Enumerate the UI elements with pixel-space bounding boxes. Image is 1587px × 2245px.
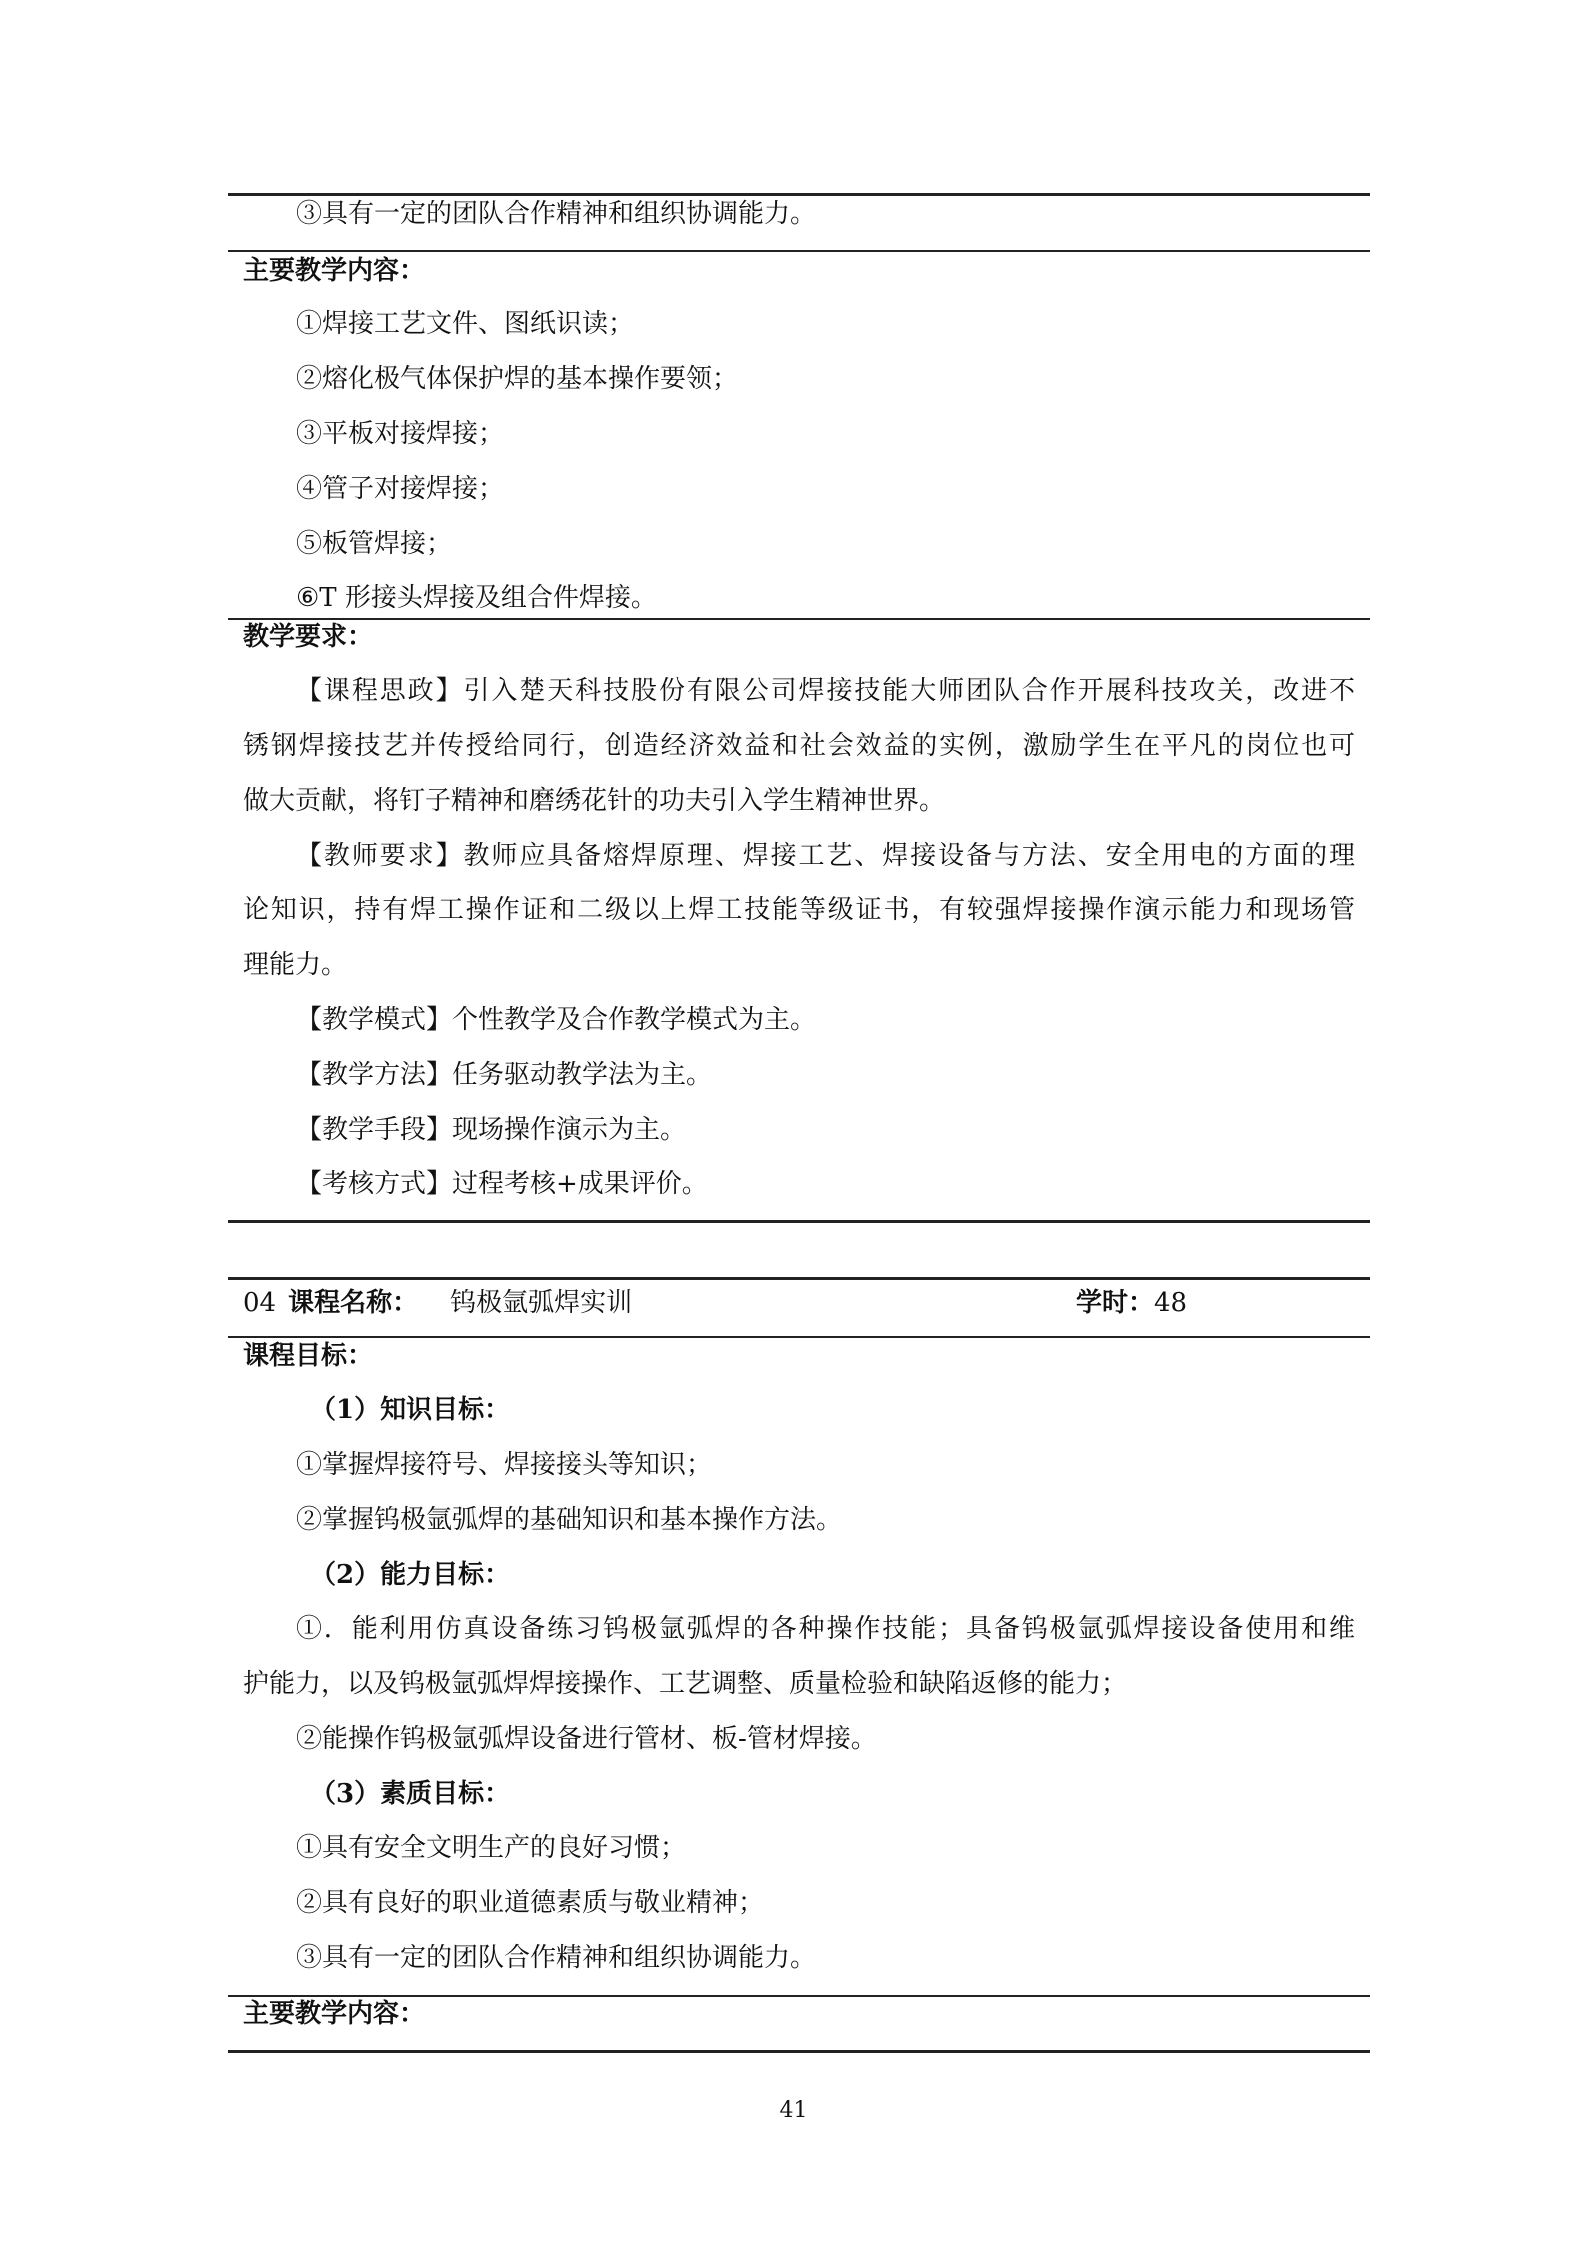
row-divider bbox=[228, 1336, 1370, 1338]
knowledge-item: ②掌握钨极氩弧焊的基础知识和基本操作方法。 bbox=[296, 1505, 843, 1535]
content-item: ③平板对接焊接； bbox=[296, 419, 505, 449]
content-item: ①焊接工艺文件、图纸识读； bbox=[296, 309, 635, 339]
quality-item: ③具有一定的团队合作精神和组织协调能力。 bbox=[296, 1943, 817, 1973]
ability-item: ②能操作钨极氩弧焊设备进行管材、板-管材焊接。 bbox=[296, 1724, 877, 1754]
course-number: 04 bbox=[243, 1288, 277, 1318]
table-bottom-rule bbox=[228, 1220, 1370, 1223]
quality-goal-team: ③具有一定的团队合作精神和组织协调能力。 bbox=[296, 199, 817, 229]
sizheng-paragraph-line: 锈钢焊接技艺并传授给同行，创造经济效益和社会效益的实例，激励学生在平凡的岗位也可 bbox=[243, 731, 1355, 761]
ability-item-line: ①．能利用仿真设备练习钨极氩弧焊的各种操作技能；具备钨极氩弧焊接设备使用和维 bbox=[296, 1614, 1355, 1644]
hours-label: 学时： bbox=[1076, 1288, 1155, 1318]
quality-item: ①具有安全文明生产的良好习惯； bbox=[296, 1833, 687, 1863]
page-number: 41 bbox=[779, 2098, 808, 2123]
sizheng-paragraph-line: 【课程思政】引入楚天科技股份有限公司焊接技能大师团队合作开展科技攻关，改进不 bbox=[296, 676, 1355, 706]
teacher-paragraph-line: 论知识，持有焊工操作证和二级以上焊工技能等级证书，有较强焊接操作演示能力和现场管 bbox=[243, 895, 1355, 925]
teacher-paragraph-line: 【教师要求】教师应具备熔焊原理、焊接工艺、焊接设备与方法、安全用电的方面的理 bbox=[296, 841, 1355, 871]
content-heading: 主要教学内容： bbox=[243, 256, 426, 286]
content-heading: 主要教学内容： bbox=[243, 1999, 426, 2029]
table-bottom-rule bbox=[228, 2050, 1370, 2053]
teaching-means: 【教学手段】现场操作演示为主。 bbox=[296, 1115, 687, 1145]
assessment-method: 【考核方式】过程考核+成果评价。 bbox=[296, 1169, 708, 1199]
sizheng-paragraph-line: 做大贡献，将钉子精神和磨绣花针的功夫引入学生精神世界。 bbox=[243, 786, 946, 816]
course-title-row bbox=[243, 1286, 632, 1320]
knowledge-heading: （1）知识目标： bbox=[310, 1395, 511, 1425]
course-hours bbox=[1076, 1286, 1187, 1320]
ability-heading: （2）能力目标： bbox=[310, 1560, 511, 1590]
content-item: ⑥T 形接头焊接及组合件焊接。 bbox=[296, 583, 657, 613]
hours-value: 48 bbox=[1154, 1288, 1188, 1318]
course-name: 钨极氩弧焊实训 bbox=[450, 1288, 633, 1318]
ability-item-line: 护能力，以及钨极氩弧焊焊接操作、工艺调整、质量检验和缺陷返修的能力； bbox=[243, 1669, 1128, 1699]
requirements-heading: 教学要求： bbox=[243, 622, 374, 652]
content-item: ⑤板管焊接； bbox=[296, 529, 453, 559]
row-divider bbox=[228, 618, 1370, 620]
knowledge-item: ①掌握焊接符号、焊接接头等知识； bbox=[296, 1450, 713, 1480]
teaching-mode: 【教学模式】个性教学及合作教学模式为主。 bbox=[296, 1005, 817, 1035]
quality-item: ②具有良好的职业道德素质与敬业精神； bbox=[296, 1888, 765, 1918]
table-top-rule bbox=[228, 1277, 1370, 1280]
teaching-method: 【教学方法】任务驱动教学法为主。 bbox=[296, 1060, 713, 1090]
content-item: ④管子对接焊接； bbox=[296, 474, 505, 504]
row-divider bbox=[228, 250, 1370, 252]
teacher-paragraph-line: 理能力。 bbox=[243, 950, 348, 980]
content-item: ②熔化极气体保护焊的基本操作要领； bbox=[296, 364, 739, 394]
course-name-label: 课程名称： bbox=[288, 1288, 419, 1318]
quality-heading: （3）素质目标： bbox=[310, 1779, 511, 1809]
table-top-rule bbox=[228, 193, 1370, 196]
goal-heading: 课程目标： bbox=[243, 1341, 374, 1371]
